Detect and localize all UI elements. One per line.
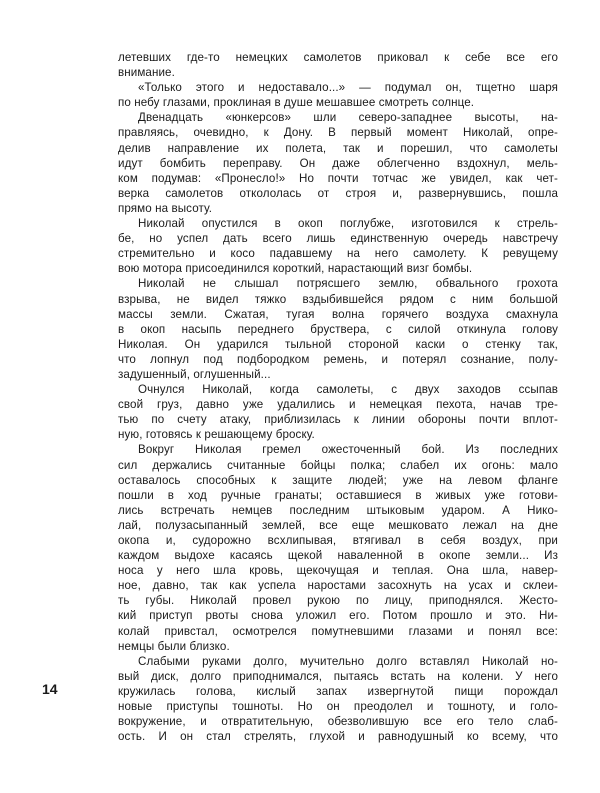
text-line: ное, давно, так как успела наростами засохнуть на усах и склеи- <box>118 579 558 593</box>
paragraph <box>118 216 558 276</box>
text-line: Вокруг Николая гремел ожесточенный бой. Из последних <box>138 443 558 457</box>
text-line: задушенный, оглушенный... <box>118 367 271 381</box>
paragraph <box>118 276 558 382</box>
text-line: идут бомбить переправу. Он даже облегченно вздохнул, мель- <box>118 156 558 170</box>
text-line: Николай не слышал потрясшего землю, обвального грохота <box>138 277 558 291</box>
paragraph <box>118 442 558 653</box>
text-line: ость. И он стал стрелять, глухой и равнодушный ко всему, что <box>118 730 558 744</box>
page-number: 14 <box>42 681 58 697</box>
text-line: свой груз, давно уже удалились и немецкая пехота, начав тре- <box>118 398 558 412</box>
text-line: вою мотора присоединился короткий, нарастающий визг бомбы. <box>118 262 473 276</box>
text-line: кружилась голова, кислый запах извергнутой пищи порождал <box>118 684 558 698</box>
text-line: вый диск, долго приподнимался, пытаясь встать на колени. У него <box>118 669 558 683</box>
text-line: Слабыми руками долго, мучительно долго вставлял Николай но- <box>138 654 558 668</box>
page-text-column <box>118 50 558 744</box>
paragraph <box>118 50 558 80</box>
text-line: носа у него шла кровь, щекочущая и теплая. Она шла, навер- <box>118 564 558 578</box>
text-line: делив направление их полета, так и порешил, что самолеты <box>118 141 558 155</box>
text-line: правляясь, очевидно, к Дону. В первый момент Николай, опре- <box>118 126 558 140</box>
text-line: кий приступ рвоты снова уложил его. Потом прошло и это. Ни- <box>118 609 558 623</box>
text-line: новые приступы тошноты. Но он преодолел и тошноту, и голо- <box>118 700 558 714</box>
text-line: по небу глазами, проклиная в душе мешавшее смотреть солнце. <box>118 96 475 110</box>
paragraph <box>118 80 558 110</box>
text-line: оставалось способных к защите людей; уже на левом фланге <box>118 473 558 487</box>
text-line: лай, полузасыпанный землей, все еще мешковато лежал на дне <box>118 518 558 532</box>
text-line: вокружение, и отвратительную, обезволившую все его тело слаб- <box>118 715 558 729</box>
text-line: взрыва, не видел тяжко вздыбившейся рядом с ним большой <box>118 292 558 306</box>
text-line: стремительно и косо падавшему на него самолету. К ревущему <box>118 247 558 261</box>
paragraph <box>118 382 558 442</box>
text-line: ком подумав: «Пронесло!» Но почти тотчас же увидел, как чет- <box>118 171 558 185</box>
text-line: что лопнул под подбородком ремень, и потерял сознание, полу- <box>118 352 558 366</box>
text-line: пошли в ход ручные гранаты; оставшиеся в живых уже готови- <box>118 488 558 502</box>
text-line: лись встречать немцев последним штыковым ударом. А Нико- <box>118 503 558 517</box>
text-line: окопа и, судорожно всхлипывая, втягивал в себя воздух, при <box>118 534 558 547</box>
text-line: прямо на высоту. <box>118 201 213 215</box>
paragraph <box>118 654 558 745</box>
text-line: внимание. <box>118 66 175 80</box>
text-line: тью по счету атаку, приблизилась к линии обороны почти вплот- <box>118 413 558 427</box>
text-line: летевших где-то немецких самолетов приковал к себе все его <box>118 51 558 64</box>
text-line: Очнулся Николай, когда самолеты, с двух заходов ссыпав <box>138 383 558 397</box>
text-line: Николай опустился в окоп поглубже, изготовился к стрель- <box>138 217 558 231</box>
text-line: верка самолетов откололась от строя и, развернувшись, пошла <box>118 186 558 200</box>
text-line: ть губы. Николай провел рукою по лицу, приподнялся. Жесто- <box>118 594 558 608</box>
text-line: Двенадцать «юнкерсов» шли северо-западнее высоты, на- <box>138 111 558 125</box>
text-line: немцы были близко. <box>118 639 230 653</box>
text-line: бе, но успел дать всего лишь единственную очередь навстречу <box>118 232 558 246</box>
text-line: массы земли. Сжатая, тугая волна горячего воздуха смахнула <box>118 307 558 321</box>
text-line: каждом выдохе касаясь щекой наваленной в окопе земли... Из <box>118 549 558 563</box>
text-line: Николая. Он ударился тыльной стороной каски о стенку так, <box>118 337 558 351</box>
text-line: в окоп насыпь переднего бруствера, с силой откинула голову <box>118 322 558 336</box>
paragraph <box>118 110 558 216</box>
text-line: колай привстал, осмотрелся помутневшими глазами и понял все: <box>118 624 558 638</box>
text-line: сил держались считанные бойцы полка; слабел их огонь: мало <box>118 458 558 472</box>
text-line: «Только этого и недоставало...» — подумал он, тщетно шаря <box>138 81 558 95</box>
text-line: ную, готовясь к решающему броску. <box>118 428 315 442</box>
